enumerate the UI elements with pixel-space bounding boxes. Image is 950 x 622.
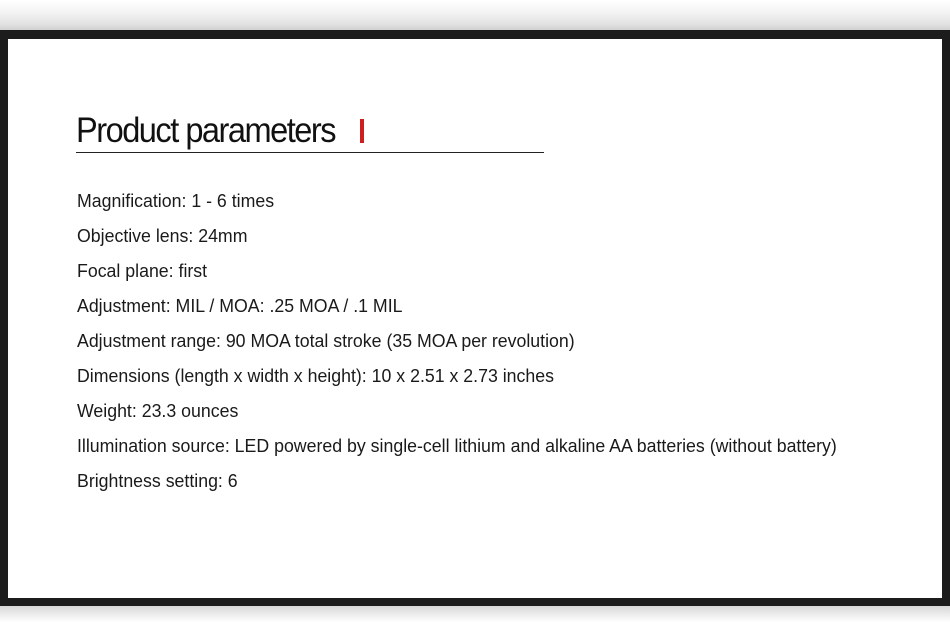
content-panel [8,39,942,598]
spec-list [77,184,848,499]
spec-illumination-source: Illumination source: LED powered by single-cell lithium and alkaline AA batteries (without battery) [77,436,837,456]
spec-adjustment: Adjustment: MIL / MOA: .25 MOA / .1 MIL [77,296,403,316]
spec-focal-plane: Focal plane: first [77,261,208,281]
section-heading [76,109,355,153]
title-accent-marker [360,119,364,143]
dark-frame [0,30,950,606]
spec-dimensions: Dimensions (length x width x height): 10 x 2.51 x 2.73 inches [77,366,555,386]
bottom-gradient-strip [0,606,950,622]
spec-magnification: Magnification: 1 - 6 times [77,191,275,211]
spec-objective-lens: Objective lens: 24mm [77,226,248,246]
heading-underline [76,152,544,153]
top-gradient-strip [0,0,950,30]
section-title: Product parameters [76,111,336,150]
spec-adjustment-range: Adjustment range: 90 MOA total stroke (35 MOA per revolution) [77,331,575,351]
spec-brightness-setting: Brightness setting: 6 [77,471,238,491]
spec-weight: Weight: 23.3 ounces [77,401,239,421]
